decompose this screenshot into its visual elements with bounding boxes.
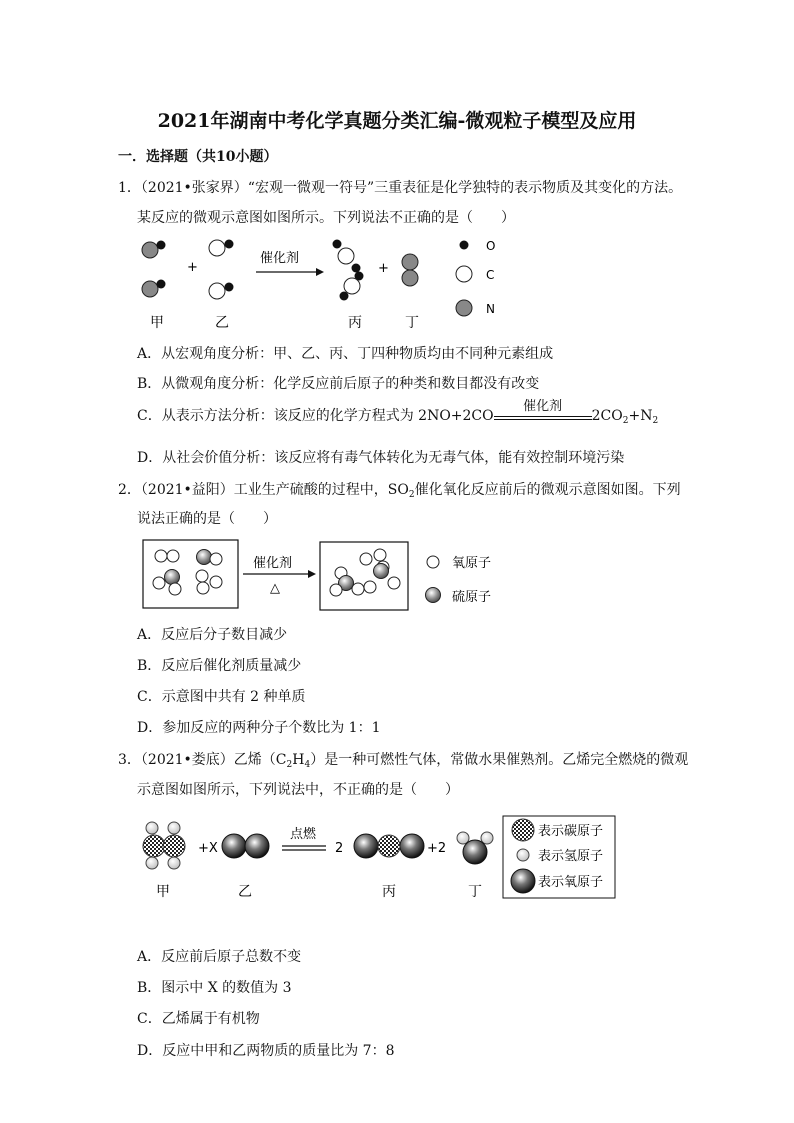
q1-legend-oxygen-atom (460, 241, 469, 250)
q1-label-jia: 甲 (150, 315, 164, 331)
q2-option-a[interactable]: A．反应后分子数目减少 (137, 627, 288, 643)
q2-legend-oxygen: 氧原子 (452, 556, 492, 571)
q1-option-b[interactable]: B．从微观角度分析：化学反应前后原子的种类和数目都没有改变 (137, 376, 540, 392)
q1-stem-line1: 1．（2021•张家界）“宏观一微观一符号”三重表征是化学独特的表示物质及其变化的方法。 (118, 180, 683, 196)
q1-legend-nitrogen-atom (456, 300, 472, 316)
q3-reaction-diagram (130, 808, 620, 908)
q3-legend-hydrogen-atom (517, 849, 529, 861)
q3-legend-oxygen: 表示氧原子 (538, 875, 604, 890)
q3-plus-2: +2 (427, 841, 447, 856)
q2-option-b[interactable]: B．反应后催化剂质量减少 (137, 658, 302, 674)
q3-plus-x: +X (198, 841, 218, 856)
q2-stem-sub: 2 (408, 490, 415, 500)
q3-option-a[interactable]: A．反应前后原子总数不变 (137, 949, 302, 965)
q3-ignite-label: 点燃 (290, 827, 317, 842)
q1-stem-line2: 某反应的微观示意图如图所示。下列说法不正确的是（ ） (137, 210, 515, 226)
q1-plus-2: + (378, 261, 389, 276)
q1-legend-carbon-atom (456, 266, 472, 282)
q2-stem-line2: 说法正确的是（ ） (137, 511, 277, 527)
q3-stem-a: 3．（2021•娄底）乙烯（C (118, 752, 287, 768)
q1-molecule-jia-2 (142, 280, 166, 298)
q3-legend-hydrogen: 表示氢原子 (538, 849, 604, 864)
q3-label-ding: 丁 (468, 884, 482, 900)
q1-equation-products-a: 2CO (591, 408, 623, 424)
q1-legend-o: O (486, 239, 496, 253)
q1-molecule-jia-1 (142, 241, 166, 259)
q2-legend-oxygen-atom (427, 556, 439, 568)
q1-legend-n: N (486, 302, 495, 316)
q1-catalyst-label: 催化剂 (260, 251, 300, 266)
q1-molecule-yi-1 (209, 240, 234, 257)
q1-option-d[interactable]: D．从社会价值分析：该反应将有毒气体转化为无毒气体，能有效控制环境污染 (137, 450, 625, 466)
q1-equation-products-b: +N (628, 408, 653, 424)
q3-legend-oxygen-atom (511, 869, 535, 893)
q3-stem-line2: 示意图如图所示，下列说法中，不正确的是（ ） (137, 782, 459, 798)
q3-stem-line1 (118, 749, 688, 769)
q3-option-d[interactable]: D．反应中甲和乙两物质的质量比为 7：8 (137, 1043, 395, 1059)
q1-sub-1: 2 (622, 416, 629, 426)
q1-arrow-head (316, 268, 324, 276)
q3-stem-sub1: 2 (286, 760, 293, 770)
q2-stem-line1 (118, 479, 681, 499)
q2-legend-sulfur-atom (426, 588, 441, 603)
q1-equation-equals (494, 416, 592, 420)
q3-coef-2: 2 (335, 841, 344, 856)
q1-option-c[interactable] (137, 399, 659, 426)
q1-label-yi: 乙 (215, 315, 229, 331)
q1-option-a[interactable]: A．从宏观角度分析：甲、乙、丙、丁四种物质均由不同种元素组成 (137, 346, 554, 362)
q3-stem-b: H (292, 752, 305, 768)
section-heading: 一．选择题（共10小题） (118, 149, 278, 165)
q2-option-c[interactable]: C．示意图中共有 2 种单质 (137, 689, 306, 705)
q1-plus-1: + (187, 260, 198, 275)
q3-stem-c: ）是一种可燃性气体，常做水果催熟剂。乙烯完全燃烧的微观 (310, 752, 689, 768)
q1-molecule-bing-1 (333, 240, 361, 273)
q2-option-d[interactable]: D．参加反应的两种分子个数比为 1：1 (137, 720, 381, 736)
q2-after-box (320, 542, 408, 610)
q1-molecule-bing-2 (340, 272, 364, 301)
q1-label-bing: 丙 (348, 315, 362, 331)
q3-label-jia: 甲 (156, 884, 170, 900)
q1-sub-2: 2 (652, 416, 659, 426)
q3-option-c[interactable]: C．乙烯属于有机物 (137, 1011, 260, 1027)
q1-molecule-yi-2 (209, 283, 234, 300)
q1-label-ding: 丁 (405, 315, 419, 331)
q3-molecule-jia (143, 822, 185, 869)
q1-reaction-diagram (130, 234, 510, 334)
q3-molecule-yi (222, 834, 269, 858)
q1-option-c-text: C．从表示方法分析：该反应的化学方程式为 2NO+2CO (137, 408, 494, 424)
q2-arrow-head (308, 570, 316, 578)
q2-legend-sulfur: 硫原子 (452, 590, 492, 605)
q3-legend-carbon-atom (512, 819, 534, 841)
q2-catalyst-label: 催化剂 (253, 556, 293, 571)
q2-before-box (143, 540, 238, 608)
q1-equation-catalyst: 催化剂 (523, 399, 563, 414)
q2-stem-b: 催化氧化反应前后的微观示意图如图。下列 (414, 482, 681, 498)
q3-label-bing: 丙 (382, 884, 396, 900)
q2-stem-a: 2．（2021•益阳）工业生产硫酸的过程中，SO (118, 482, 409, 498)
q3-stem-sub2: 4 (304, 760, 311, 770)
q3-legend-carbon: 表示碳原子 (538, 824, 604, 839)
q1-molecule-ding (402, 254, 418, 286)
q3-molecule-bing (354, 834, 424, 858)
q2-reaction-diagram (140, 537, 510, 617)
q1-equation-condition (494, 399, 592, 420)
q3-label-yi: 乙 (238, 884, 252, 900)
page-title: 2021年湖南中考化学真题分类汇编-微观粒子模型及应用 (157, 110, 637, 132)
q2-heat-label: △ (270, 581, 280, 596)
q1-legend-c: C (486, 268, 495, 282)
q3-molecule-ding (457, 832, 493, 864)
q3-option-b[interactable]: B．图示中 X 的数值为 3 (137, 980, 292, 996)
